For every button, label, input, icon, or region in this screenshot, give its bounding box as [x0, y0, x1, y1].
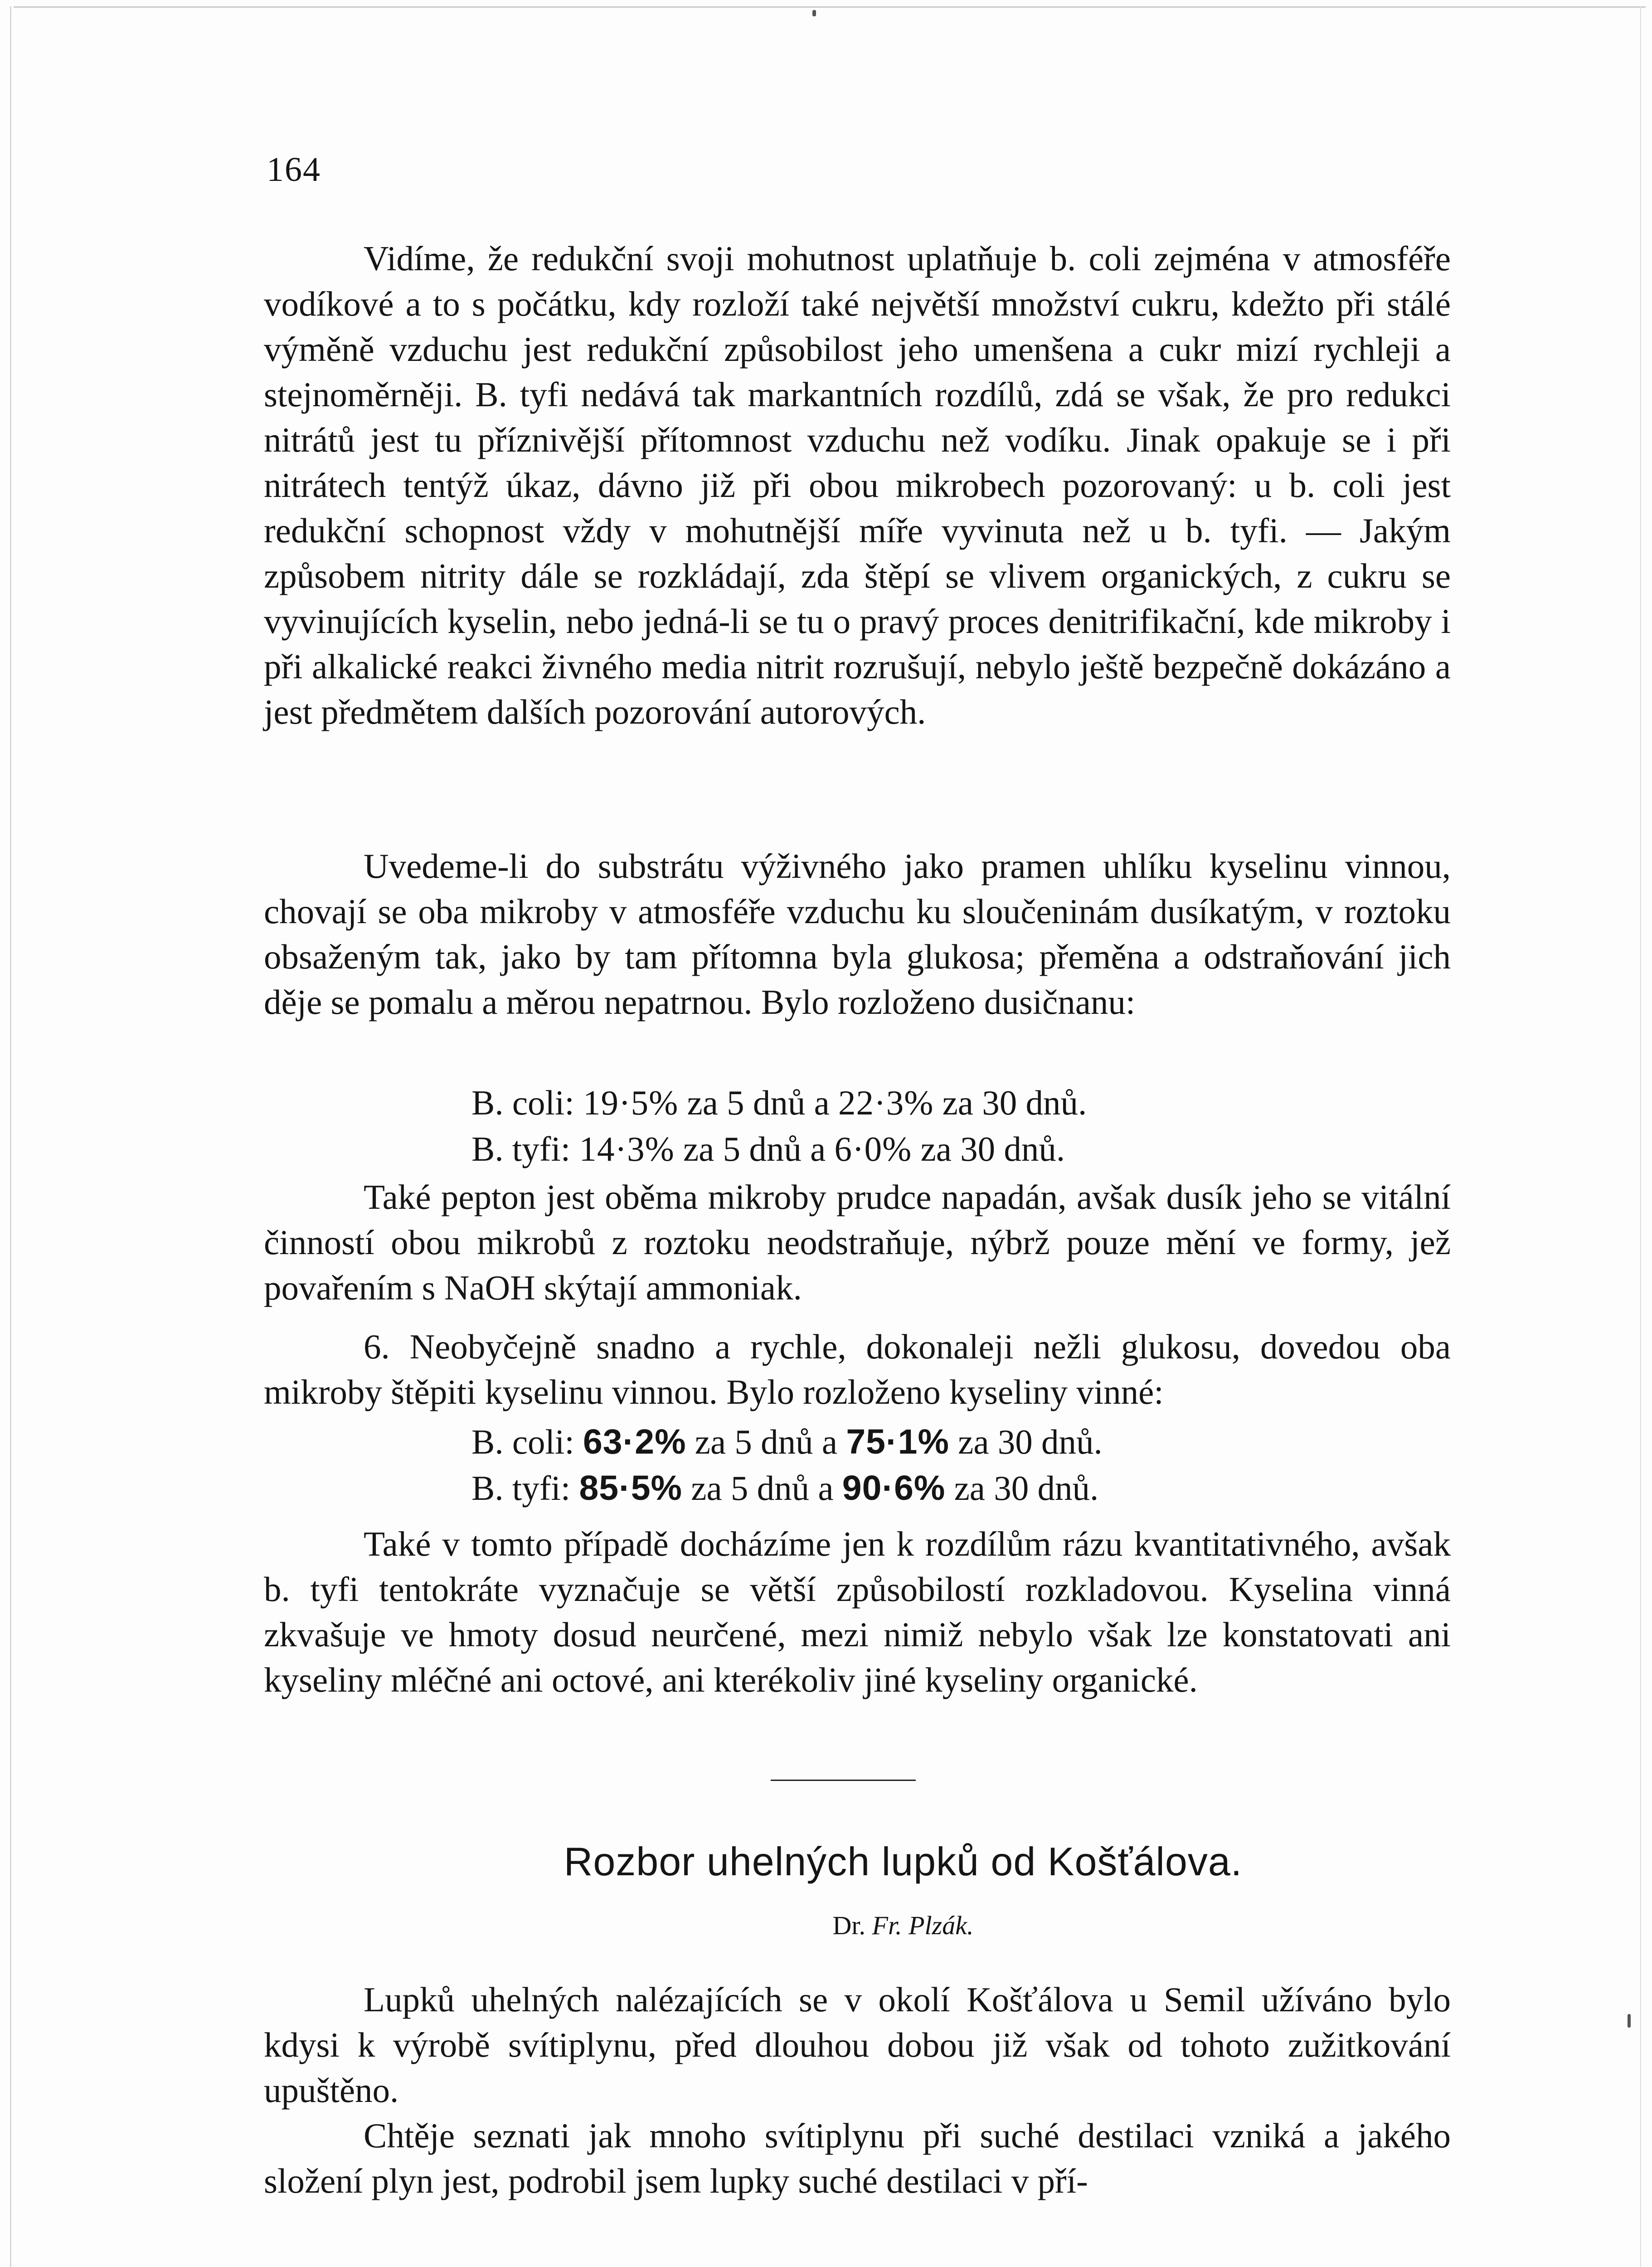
paragraph-stepeni: [264, 1324, 1451, 1415]
result-text: za 30 dnů.: [912, 1129, 1065, 1168]
nitrate-result-coli: [471, 1080, 1087, 1125]
result-text: za 30 dnů.: [949, 1422, 1103, 1461]
paragraph-text: Chtěje seznati jak mnoho svítiplynu při suché destilaci vzniká a jakého složení plyn jest, podrobil jsem lupky suché destilaci v pří-: [264, 2116, 1451, 2200]
nitrate-result-tyfi: [471, 1126, 1065, 1172]
result-text: za 5 dnů a: [678, 1083, 839, 1122]
result-value-30-days: 6·0%: [834, 1129, 912, 1168]
result-value-5-days: 19·5%: [583, 1083, 679, 1122]
tartaric-result-tyfi: [471, 1465, 1098, 1511]
article2-body: [264, 1977, 1451, 2204]
result-label: B. tyfi:: [471, 1469, 571, 1508]
paragraph-redukce: [264, 236, 1451, 735]
author-prefix: Dr.: [832, 1911, 866, 1940]
paragraph-kyselina-vinna: [264, 843, 1451, 1025]
result-text: za 30 dnů.: [933, 1083, 1087, 1122]
result-label: B. coli:: [471, 1422, 574, 1461]
scan-speck: [1628, 2014, 1631, 2028]
result-value-30-days: 75·1%: [846, 1422, 949, 1461]
author-name: Fr. Plzák.: [872, 1911, 974, 1940]
result-label: B. tyfi:: [471, 1129, 571, 1168]
paragraph-zaver: [264, 1521, 1451, 1703]
paragraph-text: Také pepton jest oběma mikroby prudce napadán, avšak dusík jeho se vitální činností obou mikrobů z roztoku neodstraňuje, nýbrž pouze mění ve formy, jež povařením s NaOH skýtají ammoniak.: [264, 1177, 1451, 1307]
result-value-5-days: 85·5%: [579, 1469, 683, 1508]
paragraph-text: 6. Neobyčejně snadno a rychle, dokonaleji nežli glukosu, dovedou oba mikroby štěpiti kyselinu vinnou. Bylo rozloženo kyseliny vinné:: [264, 1327, 1451, 1411]
paragraph-pepton: [264, 1174, 1451, 1310]
paragraph-text: Uvedeme-li do substrátu výživného jako pramen uhlíku kyselinu vinnou, chovají se oba mikroby v atmosféře vzduchu ku sloučeninám dusíkatým, v roztoku obsaženým tak, jako by tam přítomna byla glukosa; přeměna a odstraňování jich děje se pomalu a měrou nepatrnou. Bylo rozloženo dusičnanu:: [264, 846, 1451, 1022]
result-value-5-days: 14·3%: [579, 1129, 675, 1168]
paragraph-text: Také v tomto případě docházíme jen k rozdílům rázu kvantitativného, avšak b. tyfi tentokráte vyznačuje se větší způsobilostí rozkladovou. Kyselina vinná zkvašuje ve hmoty dosud neurčené, mezi nimiž nebylo však lze konstatovati ani kyseliny mléčné ani octové, ani kterékoliv jiné kyseliny organické.: [264, 1524, 1451, 1699]
result-text: za 5 dnů a: [682, 1469, 842, 1508]
paragraph-text: Lupků uhelných nalézajících se v okolí Košťálova u Semil užíváno bylo kdysi k výrobě svítiplynu, před dlouhou dobou již však od tohoto zužitkování upuštěno.: [264, 1980, 1451, 2110]
result-text: za 5 dnů a: [686, 1422, 846, 1461]
result-value-5-days: 63·2%: [583, 1422, 686, 1461]
section-divider: [771, 1780, 916, 1781]
result-value-30-days: 22·3%: [838, 1083, 934, 1122]
article-author: [0, 1912, 1652, 1939]
result-value-30-days: 90·6%: [842, 1469, 946, 1508]
result-label: B. coli:: [471, 1083, 574, 1122]
tartaric-result-coli: [471, 1419, 1103, 1464]
result-text: za 5 dnů a: [674, 1129, 835, 1168]
paragraph-text: Vidíme, že redukční svoji mohutnost uplatňuje b. coli zejména v atmosféře vodíkové a to s počátku, kdy rozloží také největší množství cukru, kdežto při stálé výměně vzduchu jest redukční způsobilost jeho umenšena a cukr mizí rychleji a stejnoměrněji. B. tyfi nedává tak markantních rozdílů, zdá se však, že pro redukci nitrátů jest tu příznivější přítomnost vzduchu než vodíku. Jinak opakuje se i při nitrátech tentýž úkaz, dávno již při obou mikrobech pozorovaný: u b. coli jest redukční schopnost vždy v mohutnější míře vyvinuta než u b. tyfi. — Jakým způsobem nitrity dále se rozkládají, zda štěpí se vlivem organických, z cukru se vyvinujících kyselin, nebo jedná-li se tu o pravý proces denitrifikační, kde mikroby i při alkalické reakci živného media nitrit rozrušují, nebylo ještě bezpečně dokázáno a jest předmětem dalších pozorování autorových.: [264, 239, 1451, 731]
article-title: Rozbor uhelných lupků od Košťálova.: [564, 1839, 1243, 1884]
scan-speck: [812, 10, 816, 16]
page-edge-top: [14, 6, 1646, 8]
result-text: za 30 dnů.: [945, 1469, 1099, 1508]
page-number: 164: [267, 151, 321, 189]
